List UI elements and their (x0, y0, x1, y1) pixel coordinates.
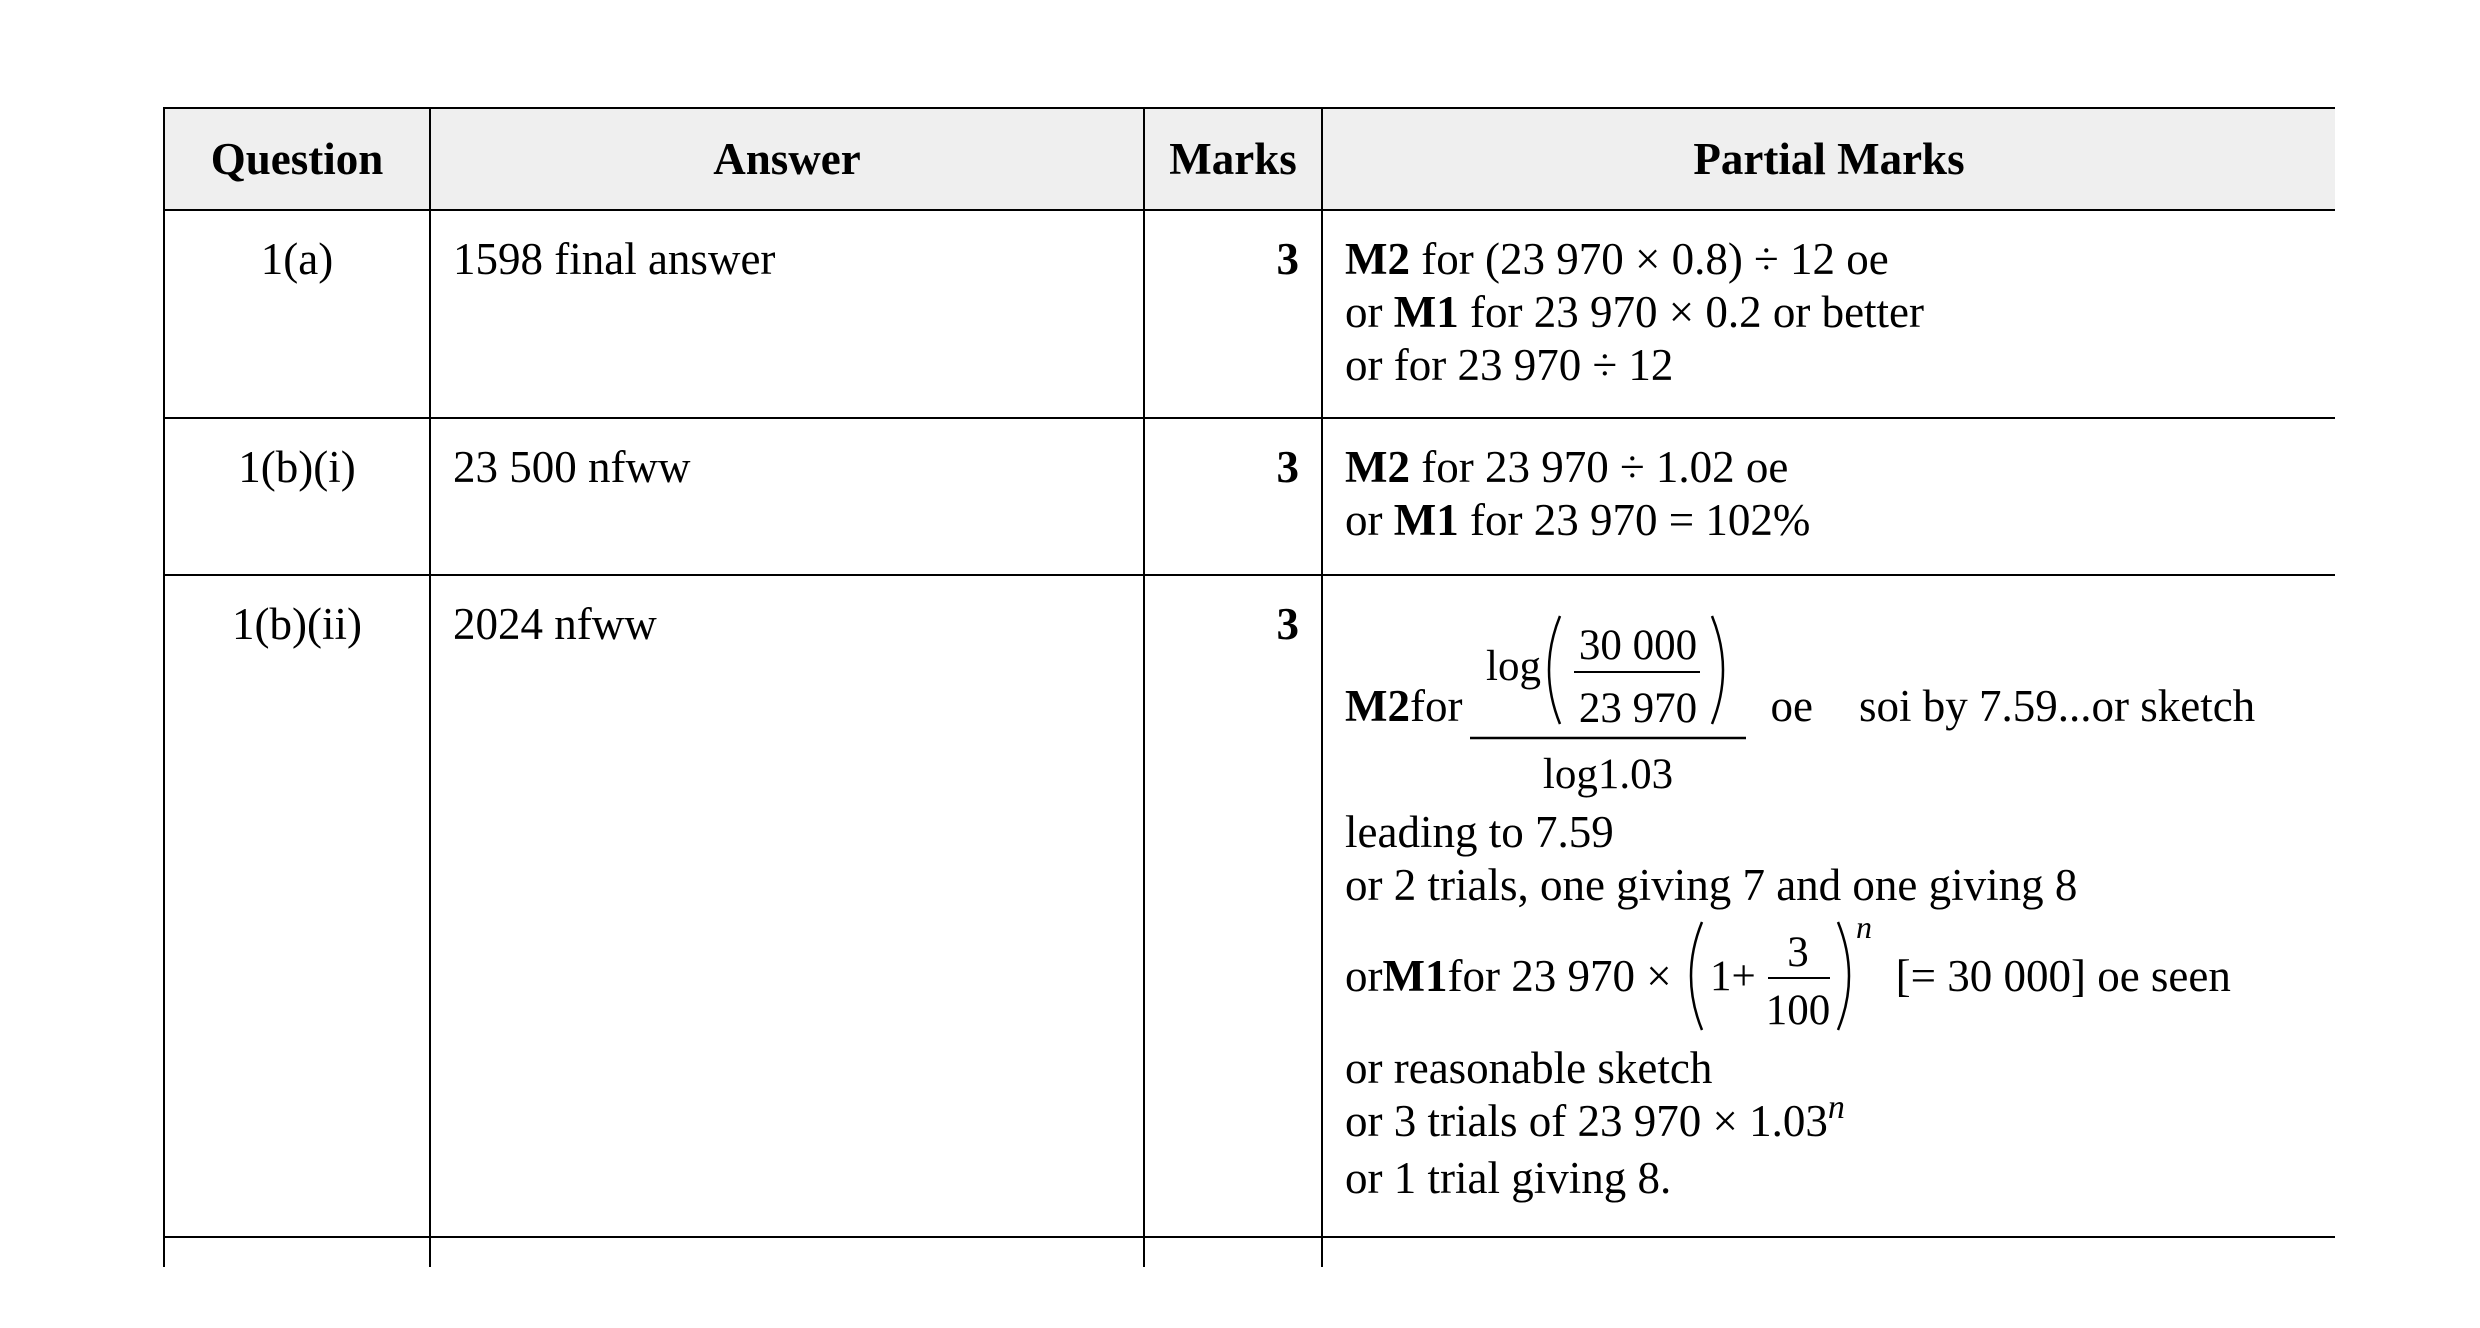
partial-text: for 23 970 ÷ 1.02 oe (1409, 442, 1789, 492)
partial-line (1345, 286, 2313, 339)
partial-line: or 2 trials, one giving 7 and one giving 8 (1345, 860, 2078, 910)
rate-numerator: 3 (1786, 929, 1809, 976)
mark-scheme-table (163, 107, 2335, 1267)
mark-code: M1 (1382, 950, 1448, 1001)
table-row (164, 210, 2335, 418)
partial-text: for 23 970 × (1447, 950, 1672, 1001)
partial-marks-cell (1322, 575, 2335, 1237)
mark-code: M2 (1345, 680, 1410, 731)
answer-cell: 23 500 nfww (430, 418, 1144, 575)
partial-text: for (23 970 × 0.8) ÷ 12 oe (1409, 234, 1889, 284)
partial-text: for 23 970 = 102% (1458, 495, 1811, 545)
table-row (164, 418, 2335, 575)
partial-line: or for 23 970 ÷ 12 (1345, 340, 1674, 390)
partial-marks-cell (1322, 210, 2335, 418)
left-paren (1549, 616, 1560, 724)
partial-text: oe (1770, 680, 1813, 731)
exponent-n: n (1855, 916, 1872, 945)
table-header-row (164, 108, 2335, 210)
partial-text: or (1345, 495, 1394, 545)
partial-text: or (1345, 287, 1394, 337)
marks-cell: 3 (1144, 418, 1322, 575)
left-paren (1691, 922, 1702, 1030)
table-row (164, 575, 2335, 1237)
partial-text: for 23 970 × 0.2 or better (1458, 287, 1925, 337)
partial-line: or reasonable sketch (1345, 1043, 1713, 1093)
growth-factor-expression (1672, 916, 1882, 1036)
marks-cell: 3 (1144, 210, 1322, 418)
partial-line (1345, 494, 2313, 547)
log-label: log (1486, 643, 1542, 690)
right-paren (1712, 616, 1723, 724)
inner-numerator: 30 000 (1579, 622, 1698, 669)
partial-line (1345, 233, 2313, 286)
exponent-n: n (1827, 1089, 1845, 1126)
question-cell: 1(b)(ii) (164, 575, 430, 1237)
header-question: Question (164, 108, 430, 210)
partial-text: [= 30 000] oe seen (1895, 950, 2231, 1001)
question-cell: 1(b)(i) (164, 418, 430, 575)
partial-text: soi by 7.59...or sketch (1858, 680, 2256, 731)
partial-line: or 1 trial giving 8. (1345, 1153, 1672, 1203)
table-row-continuation (164, 1237, 2335, 1267)
m2-log-formula-line (1345, 606, 2313, 806)
rate-denominator: 100 (1765, 987, 1830, 1034)
header-partial-marks: Partial Marks (1322, 108, 2335, 210)
m1-compound-formula-line (1345, 916, 2313, 1036)
mark-code: M2 (1345, 442, 1410, 492)
empty-cell (1144, 1237, 1322, 1267)
answer-cell: 2024 nfww (430, 575, 1144, 1237)
marks-cell: 3 (1144, 575, 1322, 1237)
question-cell: 1(a) (164, 210, 430, 418)
log-ratio-fraction (1462, 606, 1752, 806)
partial-text: or 3 trials of 23 970 × 1.03 (1345, 1096, 1828, 1146)
partial-text: or (1345, 950, 1383, 1001)
right-paren (1838, 922, 1849, 1030)
mark-code: M1 (1393, 287, 1459, 337)
one-plus: 1+ (1709, 953, 1756, 1000)
partial-line (1345, 1089, 2313, 1152)
partial-line (1345, 441, 2313, 494)
mark-scheme-table-wrapper (163, 107, 2335, 1267)
partial-line: leading to 7.59 (1345, 807, 1614, 857)
mark-code: M1 (1393, 495, 1459, 545)
partial-marks-cell (1322, 418, 2335, 575)
main-denominator: log1.03 (1543, 751, 1674, 798)
empty-cell (164, 1237, 430, 1267)
empty-cell (1322, 1237, 2335, 1267)
header-marks: Marks (1144, 108, 1322, 210)
answer-cell: 1598 final answer (430, 210, 1144, 418)
empty-cell (430, 1237, 1144, 1267)
partial-text: for (1409, 680, 1463, 731)
mark-code: M2 (1345, 234, 1410, 284)
header-answer: Answer (430, 108, 1144, 210)
inner-denominator: 23 970 (1579, 685, 1698, 732)
